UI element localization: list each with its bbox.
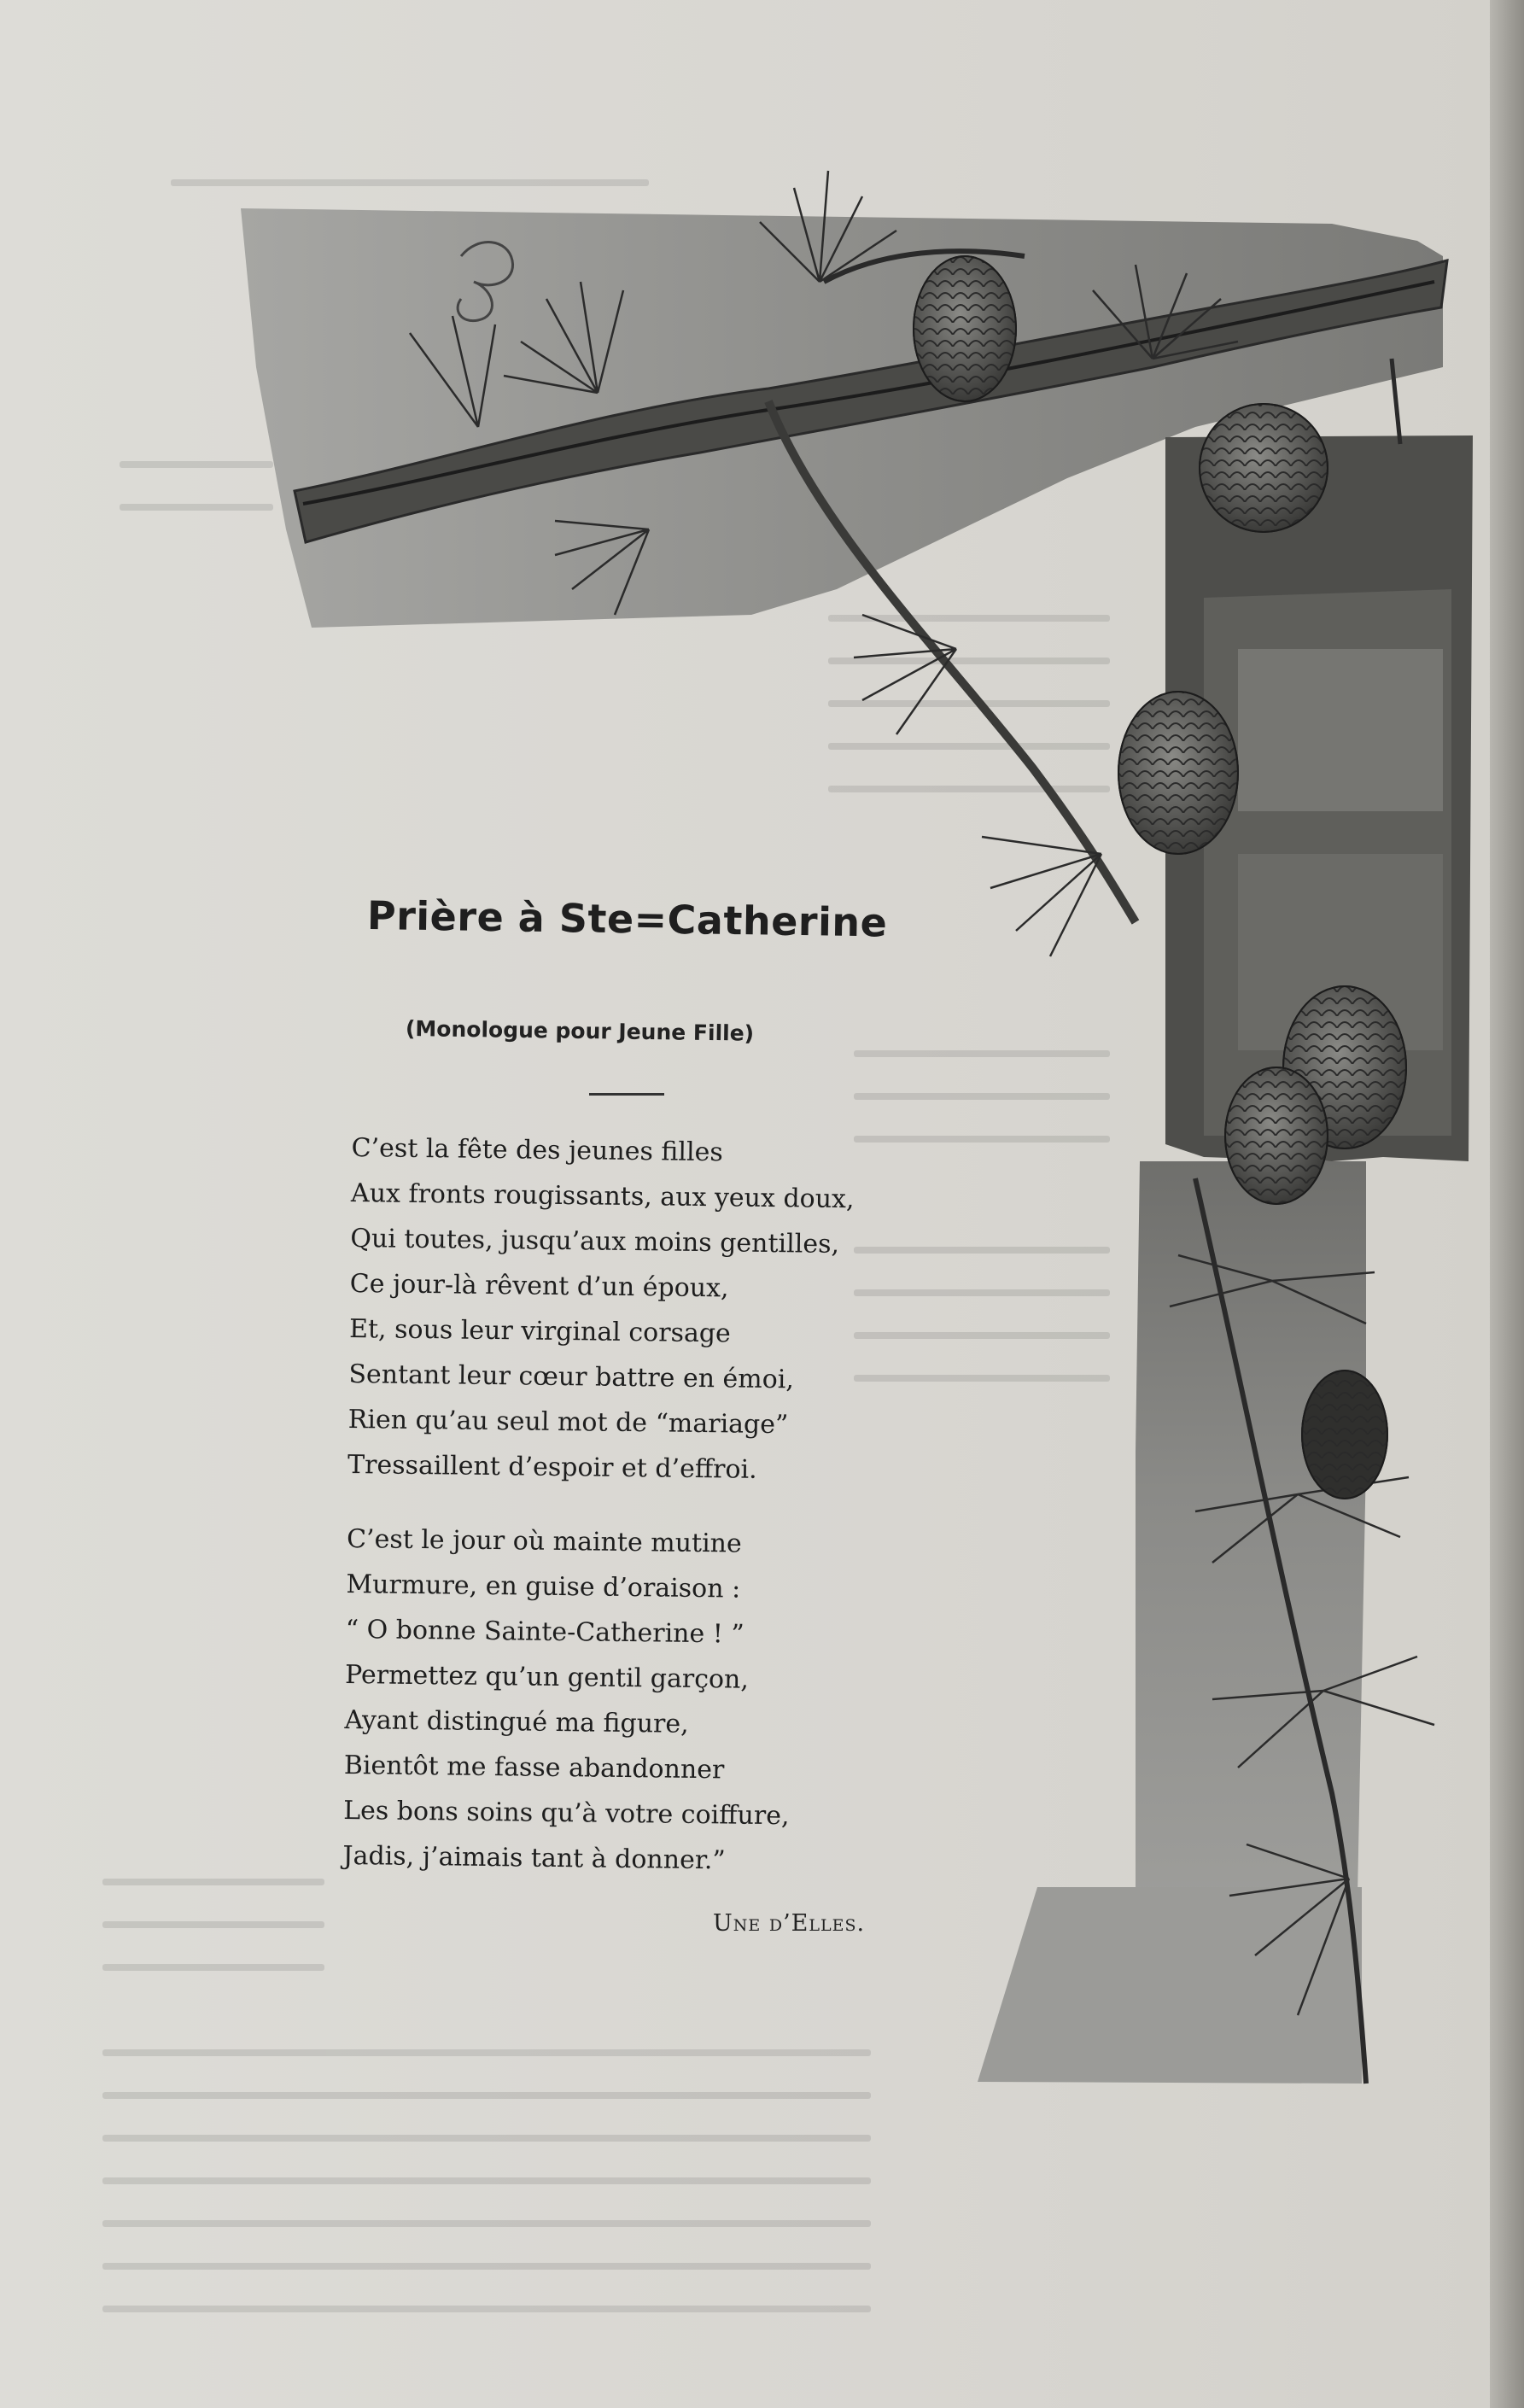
poem-title: Prière à Ste=Catherine [366,892,888,946]
poem-line: Tressaillent d’espoir et d’effroi. [347,1449,757,1485]
poem-line: Jadis, j’aimais tant à donner.” [342,1840,726,1876]
poem-line: Permettez qu’un gentil garçon, [344,1659,750,1695]
poem-line: Murmure, en guise d’oraison : [346,1569,741,1604]
poem-body [342,1125,966,1915]
poem-line: Aux fronts rougissants, aux yeux doux, [350,1178,855,1215]
stanza [342,1517,961,1886]
poem-line: Rien qu’au seul mot de “mariage” [347,1404,789,1441]
poem-line: C’est le jour où mainte mutine [346,1523,742,1559]
poem-line: “ O bonne Sainte-Catherine ! ” [345,1614,744,1650]
poem-line: Sentant leur cœur battre en émoi, [348,1359,795,1395]
stanza [347,1125,966,1495]
book-gutter [1490,0,1524,2408]
poem-subtitle: (Monologue pour Jeune Fille) [405,1016,755,1046]
title-divider [589,1093,664,1096]
poem-line: Qui toutes, jusqu’aux moins gentilles, [350,1223,840,1260]
poem-line: Ayant distingué ma figure, [344,1704,689,1739]
poem-line: Bientôt me fasse abandonner [343,1750,725,1786]
poem-line: Les bons soins qu’à votre coiffure, [342,1795,790,1832]
poem-line: Ce jour-là rêvent d’un époux, [349,1268,729,1304]
poem-signature: Une d’Elles. [713,1910,866,1937]
poem-line: Et, sous leur virginal corsage [348,1313,732,1349]
poem-line: C’est la fête des jeunes filles [351,1132,723,1168]
